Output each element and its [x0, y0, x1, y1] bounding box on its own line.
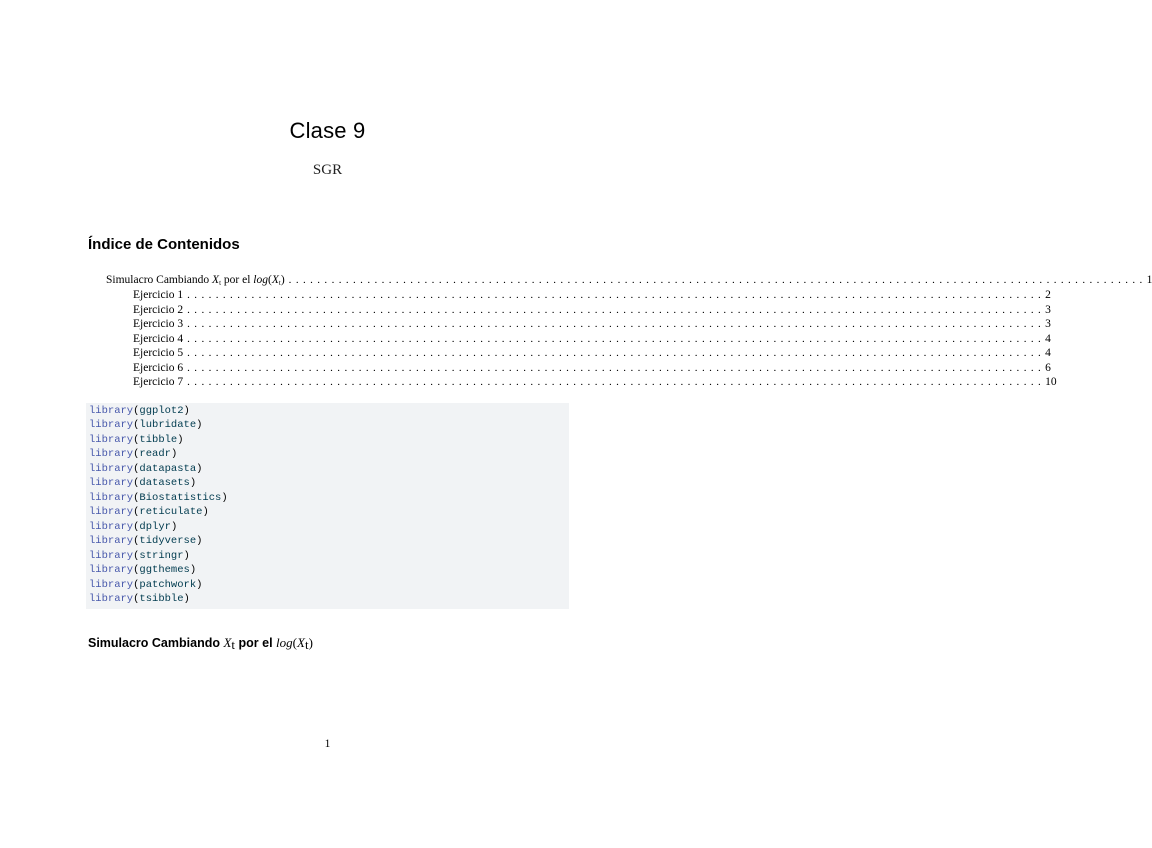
code-argument: tibble — [139, 434, 178, 446]
code-function: library — [89, 405, 134, 417]
toc-entry-label: Ejercicio 5 — [133, 347, 184, 359]
code-line: library(tibble) — [89, 434, 184, 446]
toc-leader-dots: ........................................................................................................................ — [187, 304, 1046, 316]
toc-entry[interactable] — [133, 303, 1051, 317]
toc-leader-dots: ........................................................................................................................ — [187, 289, 1046, 301]
code-line: library(readr) — [89, 448, 178, 460]
toc-entry-label: Ejercicio 6 — [133, 362, 184, 374]
code-argument: lubridate — [139, 419, 197, 431]
code-argument: ggthemes — [139, 564, 190, 576]
toc-page-number: 3 — [1045, 304, 1051, 316]
code-line: library(ggplot2) — [89, 405, 190, 417]
code-line: library(stringr) — [89, 550, 190, 562]
code-argument: ggplot2 — [139, 405, 184, 417]
code-line: library(tsibble) — [89, 593, 190, 605]
toc-page-number: 3 — [1045, 318, 1051, 330]
toc-entry-label: Ejercicio 7 — [133, 376, 184, 388]
code-function: library — [89, 506, 134, 518]
toc-entry-label: Simulacro Cambiando $X_t$ por el $\log(X_t)$ — [106, 274, 285, 287]
code-argument: dplyr — [139, 521, 171, 533]
document-title: Clase 9 — [289, 118, 366, 143]
toc-entry-label: Ejercicio 4 — [133, 333, 184, 345]
toc-page-number: 4 — [1045, 347, 1051, 359]
code-function: library — [89, 492, 134, 504]
code-function: library — [89, 419, 134, 431]
toc-leader-dots: ........................................................................................................................ — [187, 347, 1046, 359]
code-function: library — [89, 521, 134, 533]
toc-entry[interactable] — [133, 361, 1051, 375]
toc-entry[interactable] — [133, 346, 1051, 360]
toc-entry-label: Ejercicio 2 — [133, 304, 184, 316]
toc-page-number: 1 — [1146, 274, 1152, 286]
toc-entry[interactable] — [133, 288, 1051, 302]
toc-leader-dots: ........................................................................................................................ — [187, 376, 1046, 388]
document-author: SGR — [312, 162, 343, 178]
code-line: library(Biostatistics) — [89, 492, 228, 504]
toc-page-number: 10 — [1045, 376, 1057, 388]
toc-page-number: 6 — [1045, 362, 1051, 374]
code-argument: readr — [139, 448, 171, 460]
section-heading: Simulacro Cambiando $X_t$ por el $\log(X_t)$ — [88, 635, 313, 652]
code-function: library — [89, 593, 134, 605]
toc-entry-section[interactable] — [106, 273, 1152, 287]
code-function: library — [89, 564, 134, 576]
toc-leader-dots: ........................................................................................................................ — [187, 318, 1046, 330]
code-line: library(dplyr) — [89, 521, 178, 533]
code-line: library(lubridate) — [89, 419, 203, 431]
code-line: library(ggthemes) — [89, 564, 197, 576]
code-function: library — [89, 535, 134, 547]
toc-entry[interactable] — [133, 317, 1051, 331]
code-function: library — [89, 448, 134, 460]
toc-heading: Índice de Contenidos — [88, 236, 240, 253]
toc-entry[interactable] — [133, 332, 1051, 346]
code-function: library — [89, 434, 134, 446]
code-function: library — [89, 463, 134, 475]
code-argument: tidyverse — [139, 535, 197, 547]
code-function: library — [89, 579, 134, 591]
code-argument: patchwork — [139, 579, 197, 591]
code-argument: Biostatistics — [139, 492, 222, 504]
toc-page-number: 2 — [1045, 289, 1051, 301]
code-argument: datasets — [139, 477, 190, 489]
toc-leader-dots: ........................................................................................................................ — [187, 333, 1046, 345]
code-argument: datapasta — [139, 463, 197, 475]
toc-entry[interactable] — [133, 375, 1057, 389]
code-argument: reticulate — [139, 506, 203, 518]
toc-entry-label: Ejercicio 1 — [133, 289, 184, 301]
toc-page-number: 4 — [1045, 333, 1051, 345]
code-line: library(reticulate) — [89, 506, 209, 518]
code-line: library(tidyverse) — [89, 535, 203, 547]
code-block — [86, 403, 569, 609]
code-line: library(datapasta) — [89, 463, 203, 475]
code-line: library(patchwork) — [89, 579, 203, 591]
code-function: library — [89, 550, 134, 562]
toc-leader-dots: ........................................................................................................................ — [288, 274, 1147, 286]
toc-leader-dots: ........................................................................................................................ — [187, 362, 1046, 374]
code-function: library — [89, 477, 134, 489]
toc-entry-label: Ejercicio 3 — [133, 318, 184, 330]
code-argument: tsibble — [139, 593, 184, 605]
page-number: 1 — [324, 738, 331, 750]
code-line: library(datasets) — [89, 477, 197, 489]
code-argument: stringr — [139, 550, 184, 562]
